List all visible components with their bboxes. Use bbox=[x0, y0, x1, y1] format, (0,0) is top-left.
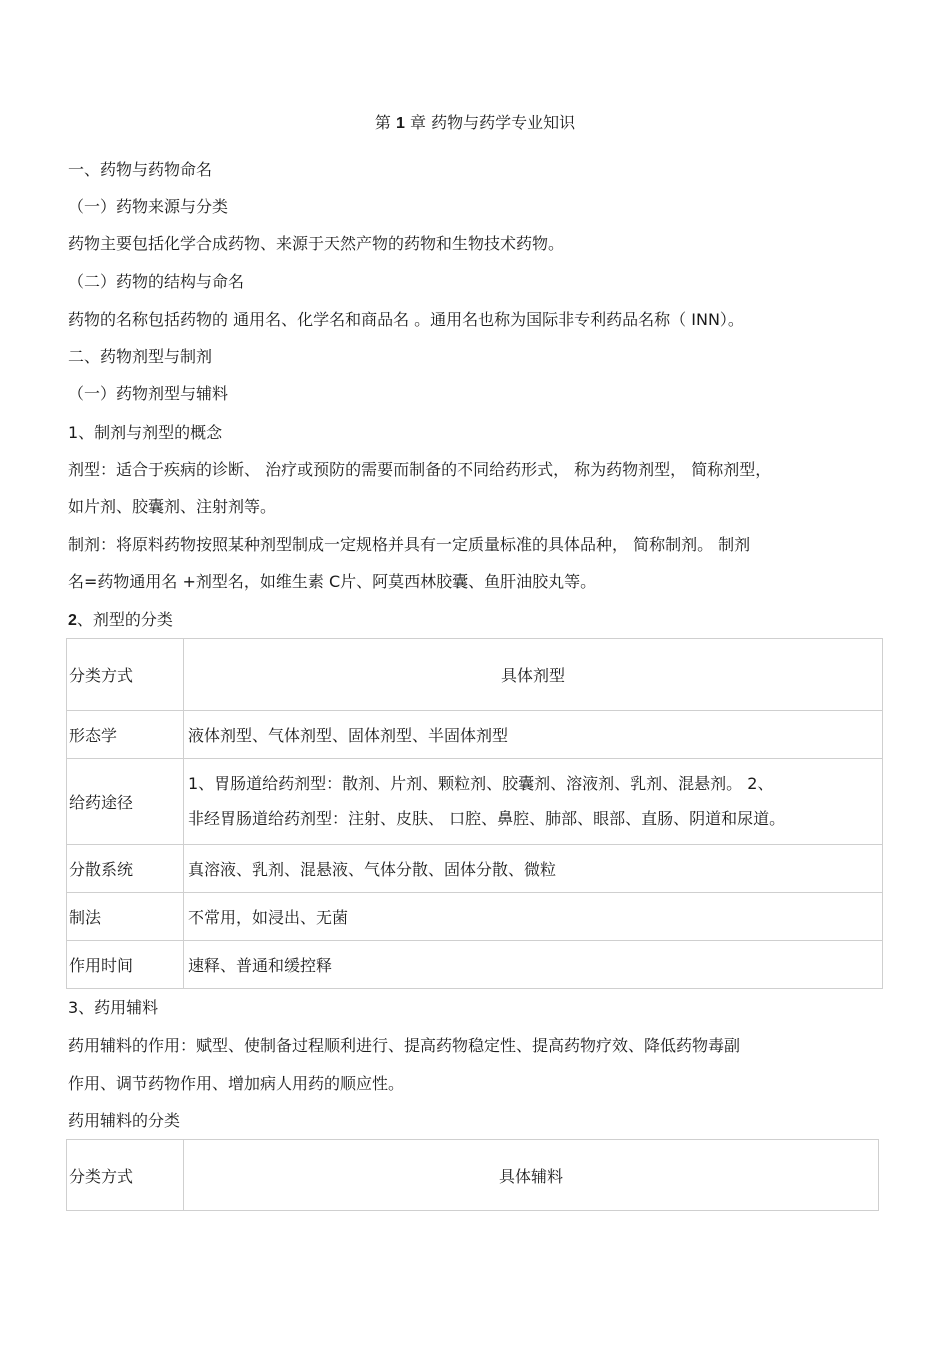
subsection-heading-2-1: （一）药物剂型与辅料 bbox=[68, 384, 229, 403]
row-key: 分散系统 bbox=[67, 845, 184, 893]
row-value-line: 1、胃肠道给药剂型：散剂、片剂、颗粒剂、胶囊剂、溶液剂、乳剂、混悬剂。 2、 bbox=[188, 774, 774, 793]
heading-excipients: 3、药用辅料 bbox=[68, 998, 159, 1017]
section-heading-1: 一、药物与药物命名 bbox=[68, 160, 213, 179]
row-key: 作用时间 bbox=[67, 941, 184, 989]
table-row bbox=[67, 759, 883, 845]
chapter-number: 1 bbox=[396, 115, 405, 132]
table-header-row bbox=[67, 639, 883, 711]
heading-dosage-classification bbox=[68, 610, 173, 631]
row-key: 形态学 bbox=[67, 711, 184, 759]
paragraph-dosage-form-line1: 剂型：适合于疾病的诊断、 治疗或预防的需要而制备的不同给药形式， 称为药物剂型， 简称剂型， bbox=[68, 460, 772, 479]
row-value: 不常用，如浸出、无菌 bbox=[184, 893, 883, 941]
table-row bbox=[67, 845, 883, 893]
paragraph-preparation-line2: 名=药物通用名 +剂型名，如维生素 C片、阿莫西林胶囊、鱼肝油胶丸等。 bbox=[68, 572, 597, 591]
table-row bbox=[67, 941, 883, 989]
heading-number: 2 bbox=[68, 612, 77, 629]
section-heading-2: 二、药物剂型与制剂 bbox=[68, 347, 213, 366]
subsection-heading-1-2: （二）药物的结构与命名 bbox=[68, 272, 245, 291]
paragraph-drug-names: 药物的名称包括药物的 通用名、化学名和商品名 。通用名也称为国际非专利药品名称（ INN）。 bbox=[68, 310, 744, 329]
paragraph-dosage-form-line2: 如片剂、胶囊剂、注射剂等。 bbox=[68, 497, 277, 516]
row-key: 制法 bbox=[67, 893, 184, 941]
title-prefix: 第 bbox=[374, 113, 391, 132]
paragraph-excipient-role-line1: 药用辅料的作用：赋型、使制备过程顺利进行、提高药物稳定性、提高药物疗效、降低药物毒副 bbox=[68, 1036, 741, 1055]
heading-excipient-classification: 药用辅料的分类 bbox=[68, 1111, 181, 1130]
table-header-cell: 具体辅料 bbox=[184, 1140, 879, 1211]
row-value: 真溶液、乳剂、混悬液、气体分散、固体分散、微粒 bbox=[184, 845, 883, 893]
row-value: 液体剂型、气体剂型、固体剂型、半固体剂型 bbox=[184, 711, 883, 759]
heading-concepts: 1、制剂与剂型的概念 bbox=[68, 423, 223, 442]
title-suffix: 章 药物与药学专业知识 bbox=[410, 113, 576, 132]
dosage-form-table bbox=[66, 638, 883, 989]
table-header-cell: 分类方式 bbox=[67, 639, 184, 711]
table-header-cell: 分类方式 bbox=[67, 1140, 184, 1211]
excipient-table bbox=[66, 1139, 879, 1211]
page-title bbox=[0, 110, 950, 133]
paragraph-preparation-line1: 制剂：将原料药物按照某种剂型制成一定规格并具有一定质量标准的具体品种， 简称制剂。 制剂 bbox=[68, 535, 751, 554]
subsection-heading-1-1: （一）药物来源与分类 bbox=[68, 197, 229, 216]
row-key: 给药途径 bbox=[67, 759, 184, 845]
row-value: 速释、普通和缓控释 bbox=[184, 941, 883, 989]
table-header-row bbox=[67, 1140, 879, 1211]
table-row bbox=[67, 893, 883, 941]
row-value bbox=[184, 759, 883, 845]
table-row bbox=[67, 711, 883, 759]
paragraph-drug-sources: 药物主要包括化学合成药物、来源于天然产物的药物和生物技术药物。 bbox=[68, 234, 565, 253]
heading-text: 、剂型的分类 bbox=[76, 610, 173, 629]
row-value-line: 非经胃肠道给药剂型：注射、皮肤、 口腔、鼻腔、肺部、眼部、直肠、阴道和尿道。 bbox=[188, 809, 786, 828]
paragraph-excipient-role-line2: 作用、调节药物作用、增加病人用药的顺应性。 bbox=[68, 1074, 405, 1093]
table-header-cell: 具体剂型 bbox=[184, 639, 883, 711]
